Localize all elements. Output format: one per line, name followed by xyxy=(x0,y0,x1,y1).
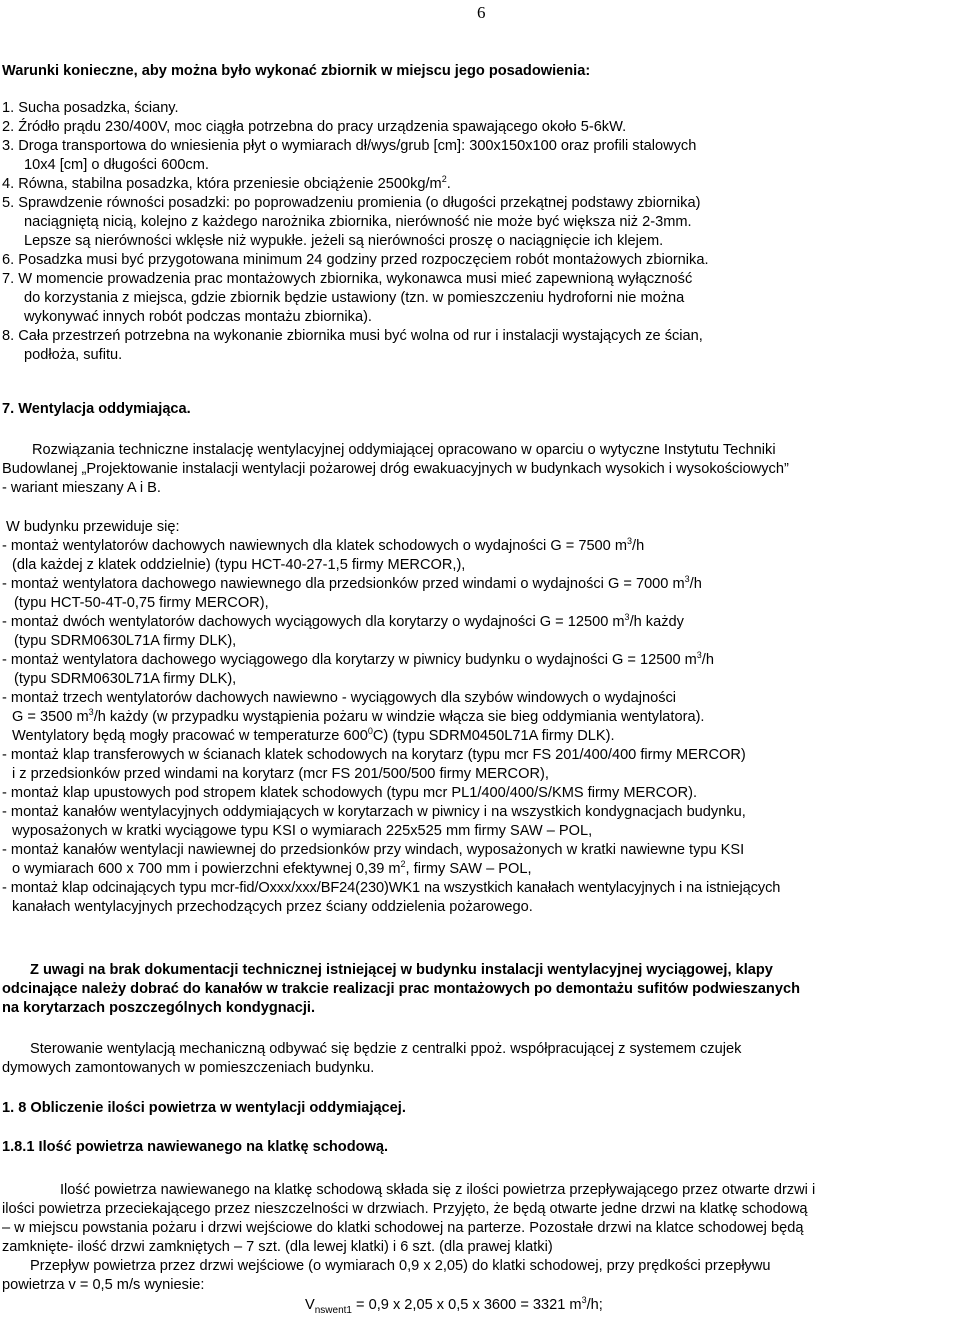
superscript-0: 0 xyxy=(367,726,373,736)
unit-per-hour-each: /h każdy xyxy=(629,614,684,630)
list-line-10-cont: kanałach wentylacyjnych przechodzących przez ściany oddzielenia pożarowego. xyxy=(12,899,533,915)
list-line-4 xyxy=(2,651,957,670)
list-line-7: - montaż klap upustowych pod stropem klatek schodowych (typu mcr PL1/400/400/S/KMS firmy MERCOR). xyxy=(2,785,698,801)
superscript-2: 2 xyxy=(400,859,406,869)
conditions-title: Warunki konieczne, aby można było wykonać zbiornik w miejscu jego posadowienia: xyxy=(2,63,591,79)
intro-line-2: Budowlanej „Projektowanie instalacji wentylacji pożarowej dróg ewakuacyjnych w budynkach wysokich i wysokościowych” xyxy=(2,461,789,477)
para-line-1: Ilość powietrza nawiewanego na klatkę schodową składa się z ilości powietrza przepływającego przez otwarte drzwi i xyxy=(60,1182,816,1198)
intro-line-1: Rozwiązania techniczne instalację wentylacyjnej oddymiającej opracowano w oparciu o wytyczne Instytutu Techniki xyxy=(32,442,776,458)
bold-note xyxy=(2,961,957,1018)
list-line-4-cont: (typu SDRM0630L71A firmy DLK), xyxy=(14,671,237,687)
list-line-10: - montaż klap odcinających typu mcr-fid/Oxxx/xxx/BF24(230)WK1 na wszystkich kanałach wentylacyjnych i na istniejących xyxy=(2,880,781,896)
condition-item-4-text: 4. Równa, stabilna posadzka, która przeniesie obciążenie 2500kg/m xyxy=(2,176,442,192)
list-line-4-text: - montaż wentylatora dachowego wyciągowego dla korytarzy w piwnicy budynku o wydajności G = 12500 m xyxy=(2,652,697,668)
list-line-9-firm: , firmy SAW – POL, xyxy=(405,861,532,877)
page-number: 6 xyxy=(477,3,486,22)
bold-note-line-1: Z uwagi na brak dokumentacji technicznej istniejącej w budynku instalacji wentylacyjnej wyciągowej, klapy xyxy=(30,962,773,978)
formula-subscript: nswent1 xyxy=(314,1305,352,1316)
condition-item-5: 5. Sprawdzenie równości posadzki: po poprowadzeniu promienia (o długości przekątnej podstawy zbiornika) xyxy=(2,195,701,211)
para-line-5: Przepływ powietrza przez drzwi wejściowe (o wymiarach 0,9 x 2,05) do klatki schodowej, przy prędkości przepływu xyxy=(30,1258,771,1274)
list-line-3-cont: (typu SDRM0630L71A firmy DLK), xyxy=(14,633,237,649)
list-line-5-type: C) (typu SDRM0450L71A firmy DLK). xyxy=(372,728,615,744)
list-line-9-cont xyxy=(2,860,957,879)
formula-expression: = 0,9 x 2,05 x 0,5 x 3600 = 3321 m xyxy=(351,1297,582,1313)
list-line-5-cont-2 xyxy=(2,727,957,746)
list-line-3-text: - montaż dwóch wentylatorów dachowych wyciągowych dla korytarzy o wydajności G = 12500 m xyxy=(2,614,625,630)
unit-per-hour: /h xyxy=(632,538,645,554)
section-1-8-1-title: 1.8.1 Ilość powietrza nawiewanego na klatkę schodową. xyxy=(2,1139,389,1155)
condition-item-5-cont-1: naciągniętą nicią, kolejno z każdego narożnika zbiornika, nierówność nie może być większa niż 2-3mm. xyxy=(24,214,692,230)
para-line-2: ilości powietrza przeciekającego przez nieszczelności w drzwiach. Przyjęto, że będą otwarte jedne drzwi na klatkę schodową xyxy=(2,1201,808,1217)
unit-per-hour: /h xyxy=(689,576,702,592)
para-line-4: zamknięte- ilość drzwi zamkniętych – 7 szt. (dla lewej klatki) i 6 szt. (dla prawej klatki) xyxy=(2,1239,553,1255)
control-paragraph xyxy=(2,1040,957,1078)
conditions-list xyxy=(2,99,957,365)
superscript-3: 3 xyxy=(684,574,690,584)
list-line-6: - montaż klap transferowych w ścianach klatek schodowych na korytarz (typu mcr FS 201/400/400 firmy MERCOR) xyxy=(2,747,746,763)
list-line-6-cont: i z przedsionków przed windami na korytarz (mcr FS 201/500/500 firmy MERCOR), xyxy=(12,766,549,782)
list-line-1 xyxy=(2,537,957,556)
list-line-2-cont: (typu HCT-50-4T-0,75 firmy MERCOR), xyxy=(14,595,269,611)
bold-note-line-2: odcinające należy dobrać do kanałów w trakcie realizacji prac montażowych po demontażu sufitów podwieszanych xyxy=(2,981,800,997)
condition-item-1: 1. Sucha posadzka, ściany. xyxy=(2,100,179,116)
list-line-5-g: G = 3500 m xyxy=(12,709,89,725)
para-line-6: powietrza v = 0,5 m/s wyniesie: xyxy=(2,1277,205,1293)
condition-item-5-cont-2: Lepsze są nierówności wklęsłe niż wypukłe. jeżeli są nierówności proszę o naciągnięcie ich klejem. xyxy=(24,233,664,249)
control-line-2: dymowych zamontowanych w pomieszczeniach budynku. xyxy=(2,1060,375,1076)
condition-item-4 xyxy=(2,175,957,194)
superscript-3: 3 xyxy=(624,612,630,622)
formula-unit: /h; xyxy=(586,1297,603,1313)
list-line-5-cont-1 xyxy=(2,708,957,727)
intro-line-3: - wariant mieszany A i B. xyxy=(2,480,161,496)
unit-per-hour: /h xyxy=(701,652,714,668)
section-7-intro xyxy=(2,441,957,498)
para-line-3: – w miejscu powstania pożaru i drzwi wejściowe do klatki schodowej na parterze. Pozostałe drzwi na klatce schodowej będą xyxy=(2,1220,804,1236)
list-line-9: - montaż kanałów wentylacji nawiewnej do przedsionków przy windach, wyposażonych w kratki nawiewne typu KSI xyxy=(2,842,745,858)
condition-item-4-dot: . xyxy=(446,176,451,192)
condition-item-2: 2. Źródło prądu 230/400V, moc ciągła potrzebna do pracy urządzenia spawającego około 5-6kW. xyxy=(2,119,627,135)
control-line-1: Sterowanie wentylacją mechaniczną odbywać się będzie z centralki ppoż. współpracującej z systemem czujek xyxy=(30,1041,742,1057)
condition-item-8-cont: podłoża, sufitu. xyxy=(24,347,123,363)
list-line-5-each: /h każdy (w przypadku wystąpienia pożaru w windzie włącza sie bieg oddymiania wentylatora). xyxy=(93,709,705,725)
condition-item-8: 8. Cała przestrzeń potrzebna na wykonanie zbiornika musi być wolna od rur i instalacji wystających ze ścian, xyxy=(2,328,703,344)
section-1-8-1-paragraph xyxy=(2,1181,957,1295)
condition-item-3: 3. Droga transportowa do wniesienia płyt o wymiarach dł/wys/grub [cm]: 300x150x100 oraz profili stalowych xyxy=(2,138,697,154)
section-7-title: 7. Wentylacja oddymiająca. xyxy=(2,401,191,417)
list-lead: W budynku przewiduje się: xyxy=(6,519,180,535)
condition-item-7: 7. W momencie prowadzenia prac montażowych zbiornika, wykonawca musi mieć zapewnioną wyłączność xyxy=(2,271,693,287)
condition-item-3-cont: 10x4 [cm] o długości 600cm. xyxy=(24,157,209,173)
list-line-8: - montaż kanałów wentylacyjnych oddymiających w korytarzach w piwnicy i na wszystkich kondygnacjach budynku, xyxy=(2,804,746,820)
formula-v: V xyxy=(305,1297,315,1313)
superscript-3: 3 xyxy=(696,650,702,660)
list-line-2-text: - montaż wentylatora dachowego nawiewnego dla przedsionków przed windami o wydajności G = 7000 m xyxy=(2,576,685,592)
list-line-3 xyxy=(2,613,957,632)
superscript-3: 3 xyxy=(88,707,94,717)
condition-item-6: 6. Posadzka musi być przygotowana minimum 24 godziny przed rozpoczęciem robót montażowych zbiornika. xyxy=(2,252,709,268)
list-line-1-text: - montaż wentylatorów dachowych nawiewnych dla klatek schodowych o wydajności G = 7500 m xyxy=(2,538,628,554)
list-line-5-temp: Wentylatory będą mogły pracować w temperaturze 600 xyxy=(12,728,368,744)
bold-note-line-3: na korytarzach poszczególnych kondygnacji. xyxy=(2,1000,316,1016)
list-line-5: - montaż trzech wentylatorów dachowych nawiewno - wyciągowych dla szybów windowych o wydajności xyxy=(2,690,677,706)
section-1-8-title: 1. 8 Obliczenie ilości powietrza w wentylacji oddymiającej. xyxy=(2,1100,406,1116)
section-7-list xyxy=(2,518,957,917)
formula-superscript: 3 xyxy=(581,1295,587,1305)
condition-item-7-cont-1: do korzystania z miejsca, gdzie zbiornik będzie ustawiony (tzn. w pomieszczeniu hydroforni nie można xyxy=(24,290,685,306)
condition-item-7-cont-2: wykonywać innych robót podczas montażu zbiornika). xyxy=(24,309,372,325)
list-line-9-dims: o wymiarach 600 x 700 mm i powierzchni efektywnej 0,39 m xyxy=(12,861,401,877)
formula xyxy=(305,1296,603,1315)
superscript-2: 2 xyxy=(441,174,447,184)
superscript-3: 3 xyxy=(627,536,633,546)
list-line-2 xyxy=(2,575,957,594)
list-line-8-cont: wyposażonych w kratki wyciągowe typu KSI o wymiarach 225x525 mm firmy SAW – POL, xyxy=(12,823,593,839)
list-line-1-cont: (dla każdej z klatek oddzielnie) (typu HCT-40-27-1,5 firmy MERCOR,), xyxy=(12,557,466,573)
